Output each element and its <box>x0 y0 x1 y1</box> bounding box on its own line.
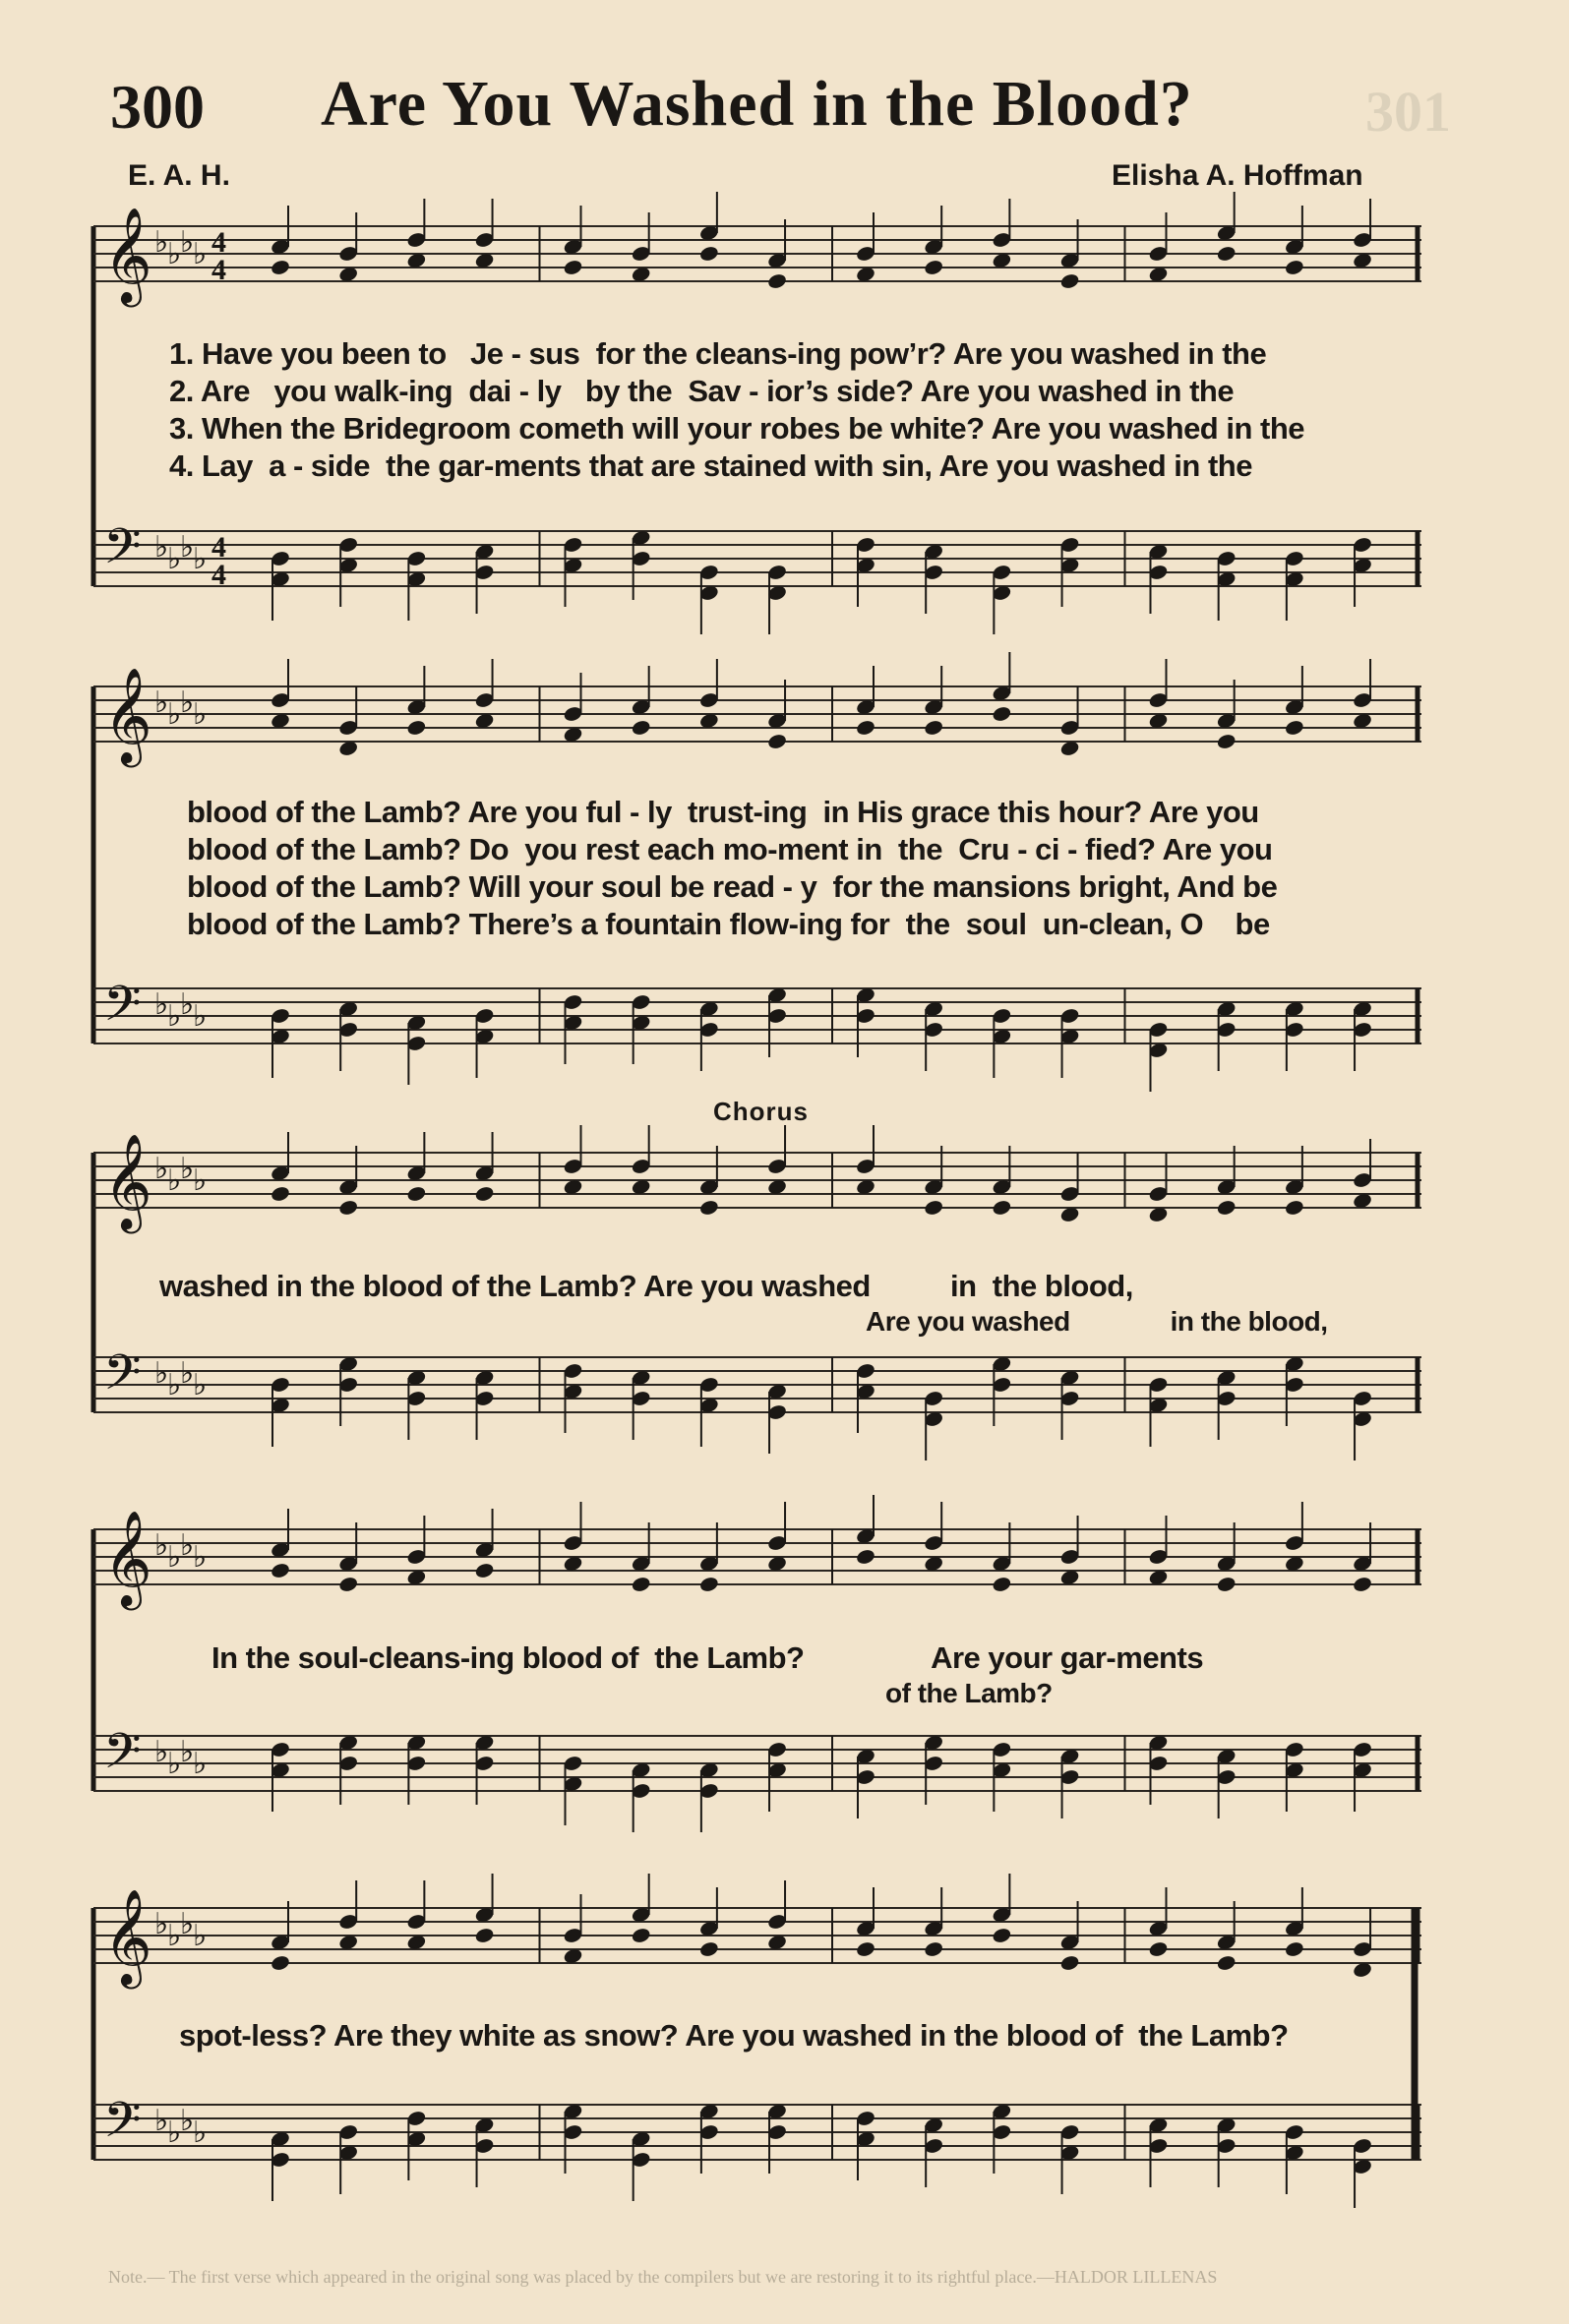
time-signature-bottom: 4 <box>211 559 226 591</box>
flat-icon: ♭ <box>167 1368 182 1402</box>
flat-icon: ♭ <box>180 685 195 720</box>
flat-icon: ♭ <box>154 1907 169 1941</box>
flat-icon: ♭ <box>180 225 195 260</box>
flat-icon: ♭ <box>154 1528 169 1563</box>
flat-icon: ♭ <box>193 1540 208 1575</box>
note-head <box>698 1576 719 1593</box>
flat-icon: ♭ <box>167 542 182 576</box>
stanza-1-line-2: blood of the Lamb? Are you ful - ly trust-ing in His grace this hour? Are you <box>187 795 1259 829</box>
stanza-2-line-1: 2. Are you walk-ing dai - ly by the Sav - ior’s side? Are you washed in the <box>169 374 1235 408</box>
flat-icon: ♭ <box>193 237 208 271</box>
flat-icon: ♭ <box>180 1735 195 1769</box>
flat-icon: ♭ <box>154 225 169 260</box>
bass-clef-icon: 𝄢 <box>103 1723 142 1792</box>
flat-icon: ♭ <box>193 1368 208 1402</box>
note-head <box>406 1185 427 1203</box>
flat-icon: ♭ <box>154 1152 169 1186</box>
note-head <box>338 1576 359 1593</box>
note-head <box>631 1576 651 1593</box>
flat-icon: ♭ <box>193 542 208 576</box>
flat-icon: ♭ <box>180 1907 195 1941</box>
time-signature-bottom: 4 <box>211 254 226 286</box>
note-head <box>924 719 944 737</box>
flat-icon: ♭ <box>167 1163 182 1198</box>
flat-icon: ♭ <box>154 2104 169 2138</box>
hymn-number: 300 <box>110 72 205 142</box>
note-head <box>270 259 290 276</box>
flat-icon: ♭ <box>167 1540 182 1575</box>
note-head <box>698 1199 719 1217</box>
flat-icon: ♭ <box>154 685 169 720</box>
time-signature-top: 4 <box>211 531 226 564</box>
note-head <box>766 272 787 290</box>
note-head <box>1352 1576 1372 1593</box>
note-head <box>924 1940 944 1958</box>
facing-page-number: 301 <box>1365 80 1451 144</box>
note-head <box>1059 1954 1080 1972</box>
note-head <box>1216 1576 1237 1593</box>
chorus-line-2: In the soul-cleans-ing blood of the Lamb? Are your gar-ments <box>211 1640 1204 1675</box>
note-head <box>474 1562 495 1579</box>
flat-icon: ♭ <box>180 2104 195 2138</box>
note-head <box>1148 1940 1169 1958</box>
note-head <box>855 1548 875 1566</box>
note-head <box>992 1927 1012 1944</box>
treble-clef-icon: 𝄞 <box>103 1888 152 1985</box>
flat-icon: ♭ <box>180 1152 195 1186</box>
note-head <box>474 1185 495 1203</box>
flat-icon: ♭ <box>193 697 208 732</box>
flat-icon: ♭ <box>154 987 169 1022</box>
note-head <box>1284 1199 1304 1217</box>
note-head <box>698 1940 719 1958</box>
flat-icon: ♭ <box>180 530 195 565</box>
treble-clef-icon: 𝄞 <box>103 667 152 763</box>
flat-icon: ♭ <box>167 237 182 271</box>
flat-icon: ♭ <box>167 1919 182 1953</box>
note-head <box>270 1562 290 1579</box>
stanza-3-line-2: blood of the Lamb? Will your soul be read - y for the mansions bright, And be <box>187 869 1278 904</box>
treble-clef-icon: 𝄞 <box>103 1133 152 1229</box>
hymn-title: Are You Washed in the Blood? <box>321 68 1193 140</box>
stanza-2-line-2: blood of the Lamb? Do you rest each mo-ment in the Cru - ci - fied? Are you <box>187 832 1273 866</box>
note-head <box>855 1940 875 1958</box>
note-head <box>631 719 651 737</box>
note-head <box>270 1185 290 1203</box>
chorus-line-1: washed in the blood of the Lamb? Are you washed in the blood, <box>159 1269 1133 1303</box>
note-head <box>563 259 583 276</box>
flat-icon: ♭ <box>167 1747 182 1781</box>
note-head <box>855 719 875 737</box>
note-head <box>1216 733 1237 750</box>
note-head <box>1284 1940 1304 1958</box>
chorus-line-3: spot-less? Are they white as snow? Are you washed in the blood of the Lamb? <box>179 2018 1289 2053</box>
note-head <box>1216 1199 1237 1217</box>
bass-clef-icon: 𝄢 <box>103 2092 142 2161</box>
chorus-line-2-echo: of the Lamb? <box>885 1678 1053 1708</box>
flat-icon: ♭ <box>154 1735 169 1769</box>
note-head <box>1284 719 1304 737</box>
stanza-4-line-2: blood of the Lamb? There’s a fountain flow-ing for the soul un-clean, O be <box>187 907 1270 941</box>
note-head <box>1216 245 1237 263</box>
flat-icon: ♭ <box>180 987 195 1022</box>
note-head <box>992 1199 1012 1217</box>
flat-icon: ♭ <box>193 1163 208 1198</box>
bass-clef-icon: 𝄢 <box>103 518 142 587</box>
stanza-3-line-1: 3. When the Bridegroom cometh will your robes be white? Are you washed in the <box>169 411 1305 446</box>
author-credit: Elisha A. Hoffman <box>1112 159 1363 192</box>
bass-clef-icon: 𝄢 <box>103 1344 142 1413</box>
time-signature-top: 4 <box>211 226 226 259</box>
footnote: Note.— The first verse which appeared in the original song was placed by the compilers but we are restoring it to its rightful place.—HALDOR LILLENAS <box>108 2267 1218 2287</box>
note-head <box>474 1927 495 1944</box>
chorus-line-1-echo: Are you washed in the blood, <box>866 1306 1328 1337</box>
flat-icon: ♭ <box>193 999 208 1034</box>
treble-clef-icon: 𝄞 <box>103 1510 152 1606</box>
flat-icon: ♭ <box>180 1356 195 1391</box>
chorus-label: Chorus <box>713 1097 809 1126</box>
note-head <box>924 259 944 276</box>
flat-icon: ♭ <box>193 2115 208 2150</box>
note-head <box>1284 259 1304 276</box>
flat-icon: ♭ <box>167 697 182 732</box>
flat-icon: ♭ <box>193 1919 208 1953</box>
note-head <box>1216 1954 1237 1972</box>
note-head <box>338 1199 359 1217</box>
flat-icon: ♭ <box>167 2115 182 2150</box>
flat-icon: ♭ <box>167 999 182 1034</box>
flat-icon: ♭ <box>180 1528 195 1563</box>
note-head <box>698 245 719 263</box>
note-head <box>631 1927 651 1944</box>
stanza-1-line-1: 1. Have you been to Je - sus for the cleans-ing pow’r? Are you washed in the <box>169 336 1267 371</box>
note-head <box>1059 272 1080 290</box>
note-head <box>766 733 787 750</box>
flat-icon: ♭ <box>154 1356 169 1391</box>
note-head <box>992 1576 1012 1593</box>
note-head <box>992 705 1012 723</box>
note-head <box>406 719 427 737</box>
note-head <box>924 1199 944 1217</box>
flat-icon: ♭ <box>193 1747 208 1781</box>
bass-clef-icon: 𝄢 <box>103 976 142 1044</box>
stanza-4-line-1: 4. Lay a - side the gar-ments that are stained with sin, Are you washed in the <box>169 448 1252 483</box>
composer-initials: E. A. H. <box>128 159 230 192</box>
note-head <box>270 1954 290 1972</box>
flat-icon: ♭ <box>154 530 169 565</box>
treble-clef-icon: 𝄞 <box>103 207 152 303</box>
